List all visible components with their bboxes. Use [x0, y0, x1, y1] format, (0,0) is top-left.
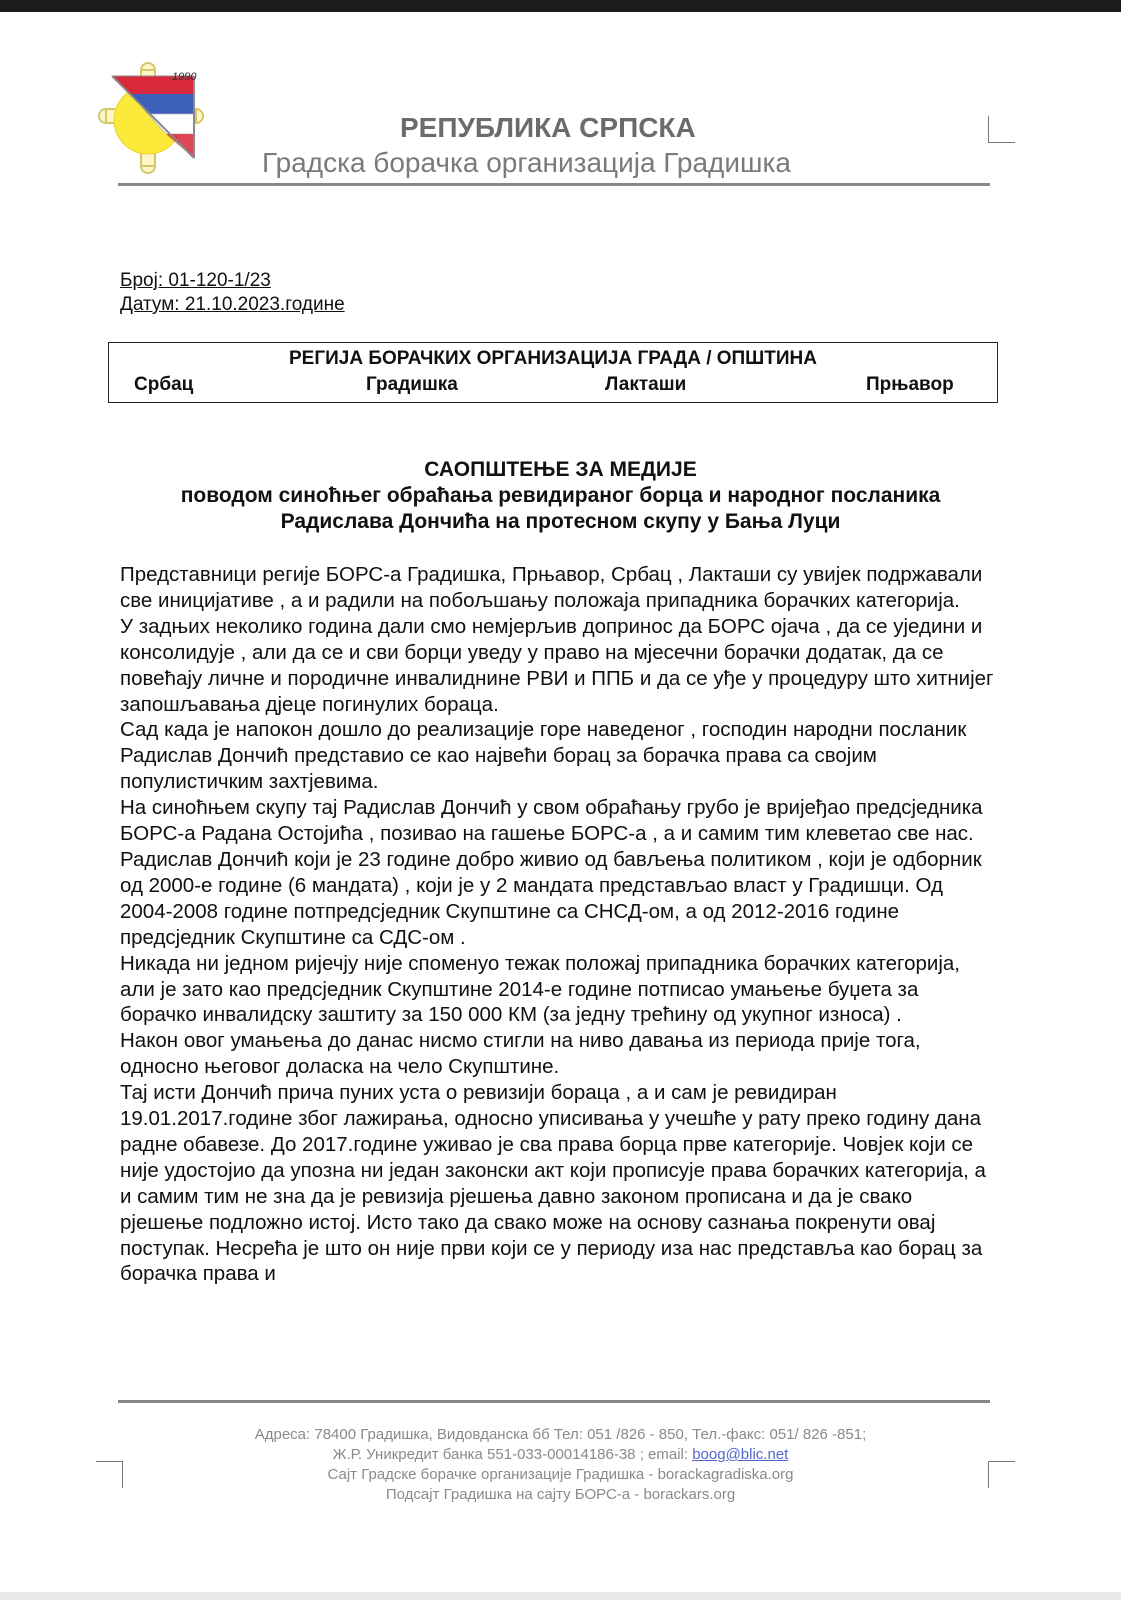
- footer-divider: [118, 1400, 990, 1403]
- press-release-heading: САОПШТЕЊЕ ЗА МЕДИЈЕ: [424, 458, 697, 481]
- body-paragraph: Тај исти Дончић прича пуних уста о ревизији бораца , а и сам је ревидиран 19.01.2017.године због лажирања, односно уписивања у учешће у рату преко годину дана радне обавезе. До 2017.године уживао је сва права борца прве категорије. Човјек који се није удостојио да упозна ни један законски акт који прописује права борачких категорија, а и самим тим не зна да је ревизија рјешења давно законом прописана и да је свако рјешење подложно истој. Исто тако да свако може на основу сазнања покренути овај поступак. Несрећа је што он није први који се у периоду иза нас представља као борац за борачка права и: [120, 1081, 986, 1286]
- region-city-laktasi: Лакташи: [605, 374, 687, 395]
- footer-site: Сајт Градске борачке организације Градишка - borackagradiska.org: [327, 1466, 794, 1483]
- body-paragraph: На синоћњем скупу тај Радислав Дончић у свом обраћању грубо је вријеђао предсједника БОРС-а Радана Остојића , позивао на гашење БОРС-а , а и самим тим клеветао све нас.: [120, 796, 983, 846]
- bottom-bar: [0, 1592, 1121, 1600]
- crop-mark-bottom-left: [96, 1461, 123, 1488]
- region-title: РЕГИЈА БОРАЧКИХ ОРГАНИЗАЦИЈА ГРАДА / ОПШТИНА: [289, 348, 817, 369]
- organization-logo: [96, 58, 216, 180]
- body-paragraph: Радислав Дончић који је 23 године добро живио од бављења политиком , који је одборник од 2000-е године (6 мандата) , који је у 2 мандата представљао власт у Градишци. Од 2004-2008 године потпредсједник Скупштине са СНСД-ом, а од 2012-2016 године предсједник Скупштине са СДС-ом .: [120, 847, 982, 949]
- press-release-subheading-1: поводом синоћњег обраћања ревидираног борца и народног посланика: [180, 484, 941, 507]
- header-divider: [118, 183, 990, 186]
- region-city-gradiska: Градишка: [366, 374, 458, 395]
- document-date: Датум: 21.10.2023.године: [120, 294, 345, 315]
- logo-year: 1990: [172, 71, 197, 83]
- crop-mark-top-right: [988, 116, 1015, 143]
- footer-bank-email: [0, 1446, 1121, 1463]
- region-city-srbac: Србац: [134, 374, 194, 395]
- body-paragraph: Сад када је напокон дошло до реализације горе наведеног , господин народни посланик Радислав Дончић представио се као највећи борац за борачка права са својим популистичким захтјевима.: [120, 718, 967, 794]
- body-paragraph: У задњих неколико година дали смо немјерљив допринос да БОРС ојача , да се уједини и консолидује , али да се и сви борци уведу у право на мјесечни борачки додатак, да се повећају личне и породичне инвалиднине РВИ и ППБ и да се уђе у процедуру што хитнијег запошљавања дјеце погинулих бораца.: [120, 614, 994, 716]
- region-city-prnjavor: Прњавор: [866, 374, 954, 395]
- crop-mark-bottom-right: [988, 1461, 1015, 1488]
- footer-subsite: Подсајт Градишка на сајту БОРС-а - borackars.org: [385, 1486, 736, 1503]
- body-paragraph: Након овог умањења до данас нисмо стигли на ниво давања из периода прије тога, односно његовог доласка на чело Скупштине.: [120, 1029, 921, 1079]
- header-title: РЕПУБЛИКА СРПСКА: [400, 112, 696, 143]
- footer-bank: Ж.Р. Уникредит банка 551-033-00014186-38 ; email:: [332, 1446, 693, 1463]
- body-paragraph: Представници регије БОРС-а Градишка, Прњавор, Србац , Лакташи су увијек подржавали све иницијативе , а и радили на побољшању положаја припадника борачких категорија.: [120, 563, 983, 612]
- footer-address: Адреса: 78400 Градишка, Видовданска бб Тел: 051 /826 - 850, Тел.-факс: 051/ 826 -851;: [254, 1426, 867, 1443]
- top-bar: [0, 0, 1121, 12]
- region-box: [108, 342, 998, 403]
- document-number: Број: 01-120-1/23: [120, 270, 271, 291]
- body-paragraph: Никада ни једном ријечју није споменуо тежак положај припадника борачких категорија, али је зато као предсједник Скупштине 2014-е године потписао умањење буџета за борачко инвалидску заштиту за 150 000 КМ (за једну трећину од укупног износа) .: [120, 951, 960, 1027]
- footer-email-link[interactable]: boog@blic.net: [692, 1446, 789, 1463]
- header-subtitle: Градска борачка организација Градишка: [262, 147, 791, 178]
- body-text: [120, 562, 1000, 1287]
- press-release-subheading-2: Радислава Дончића на протесном скупу у Бања Луци: [280, 510, 841, 533]
